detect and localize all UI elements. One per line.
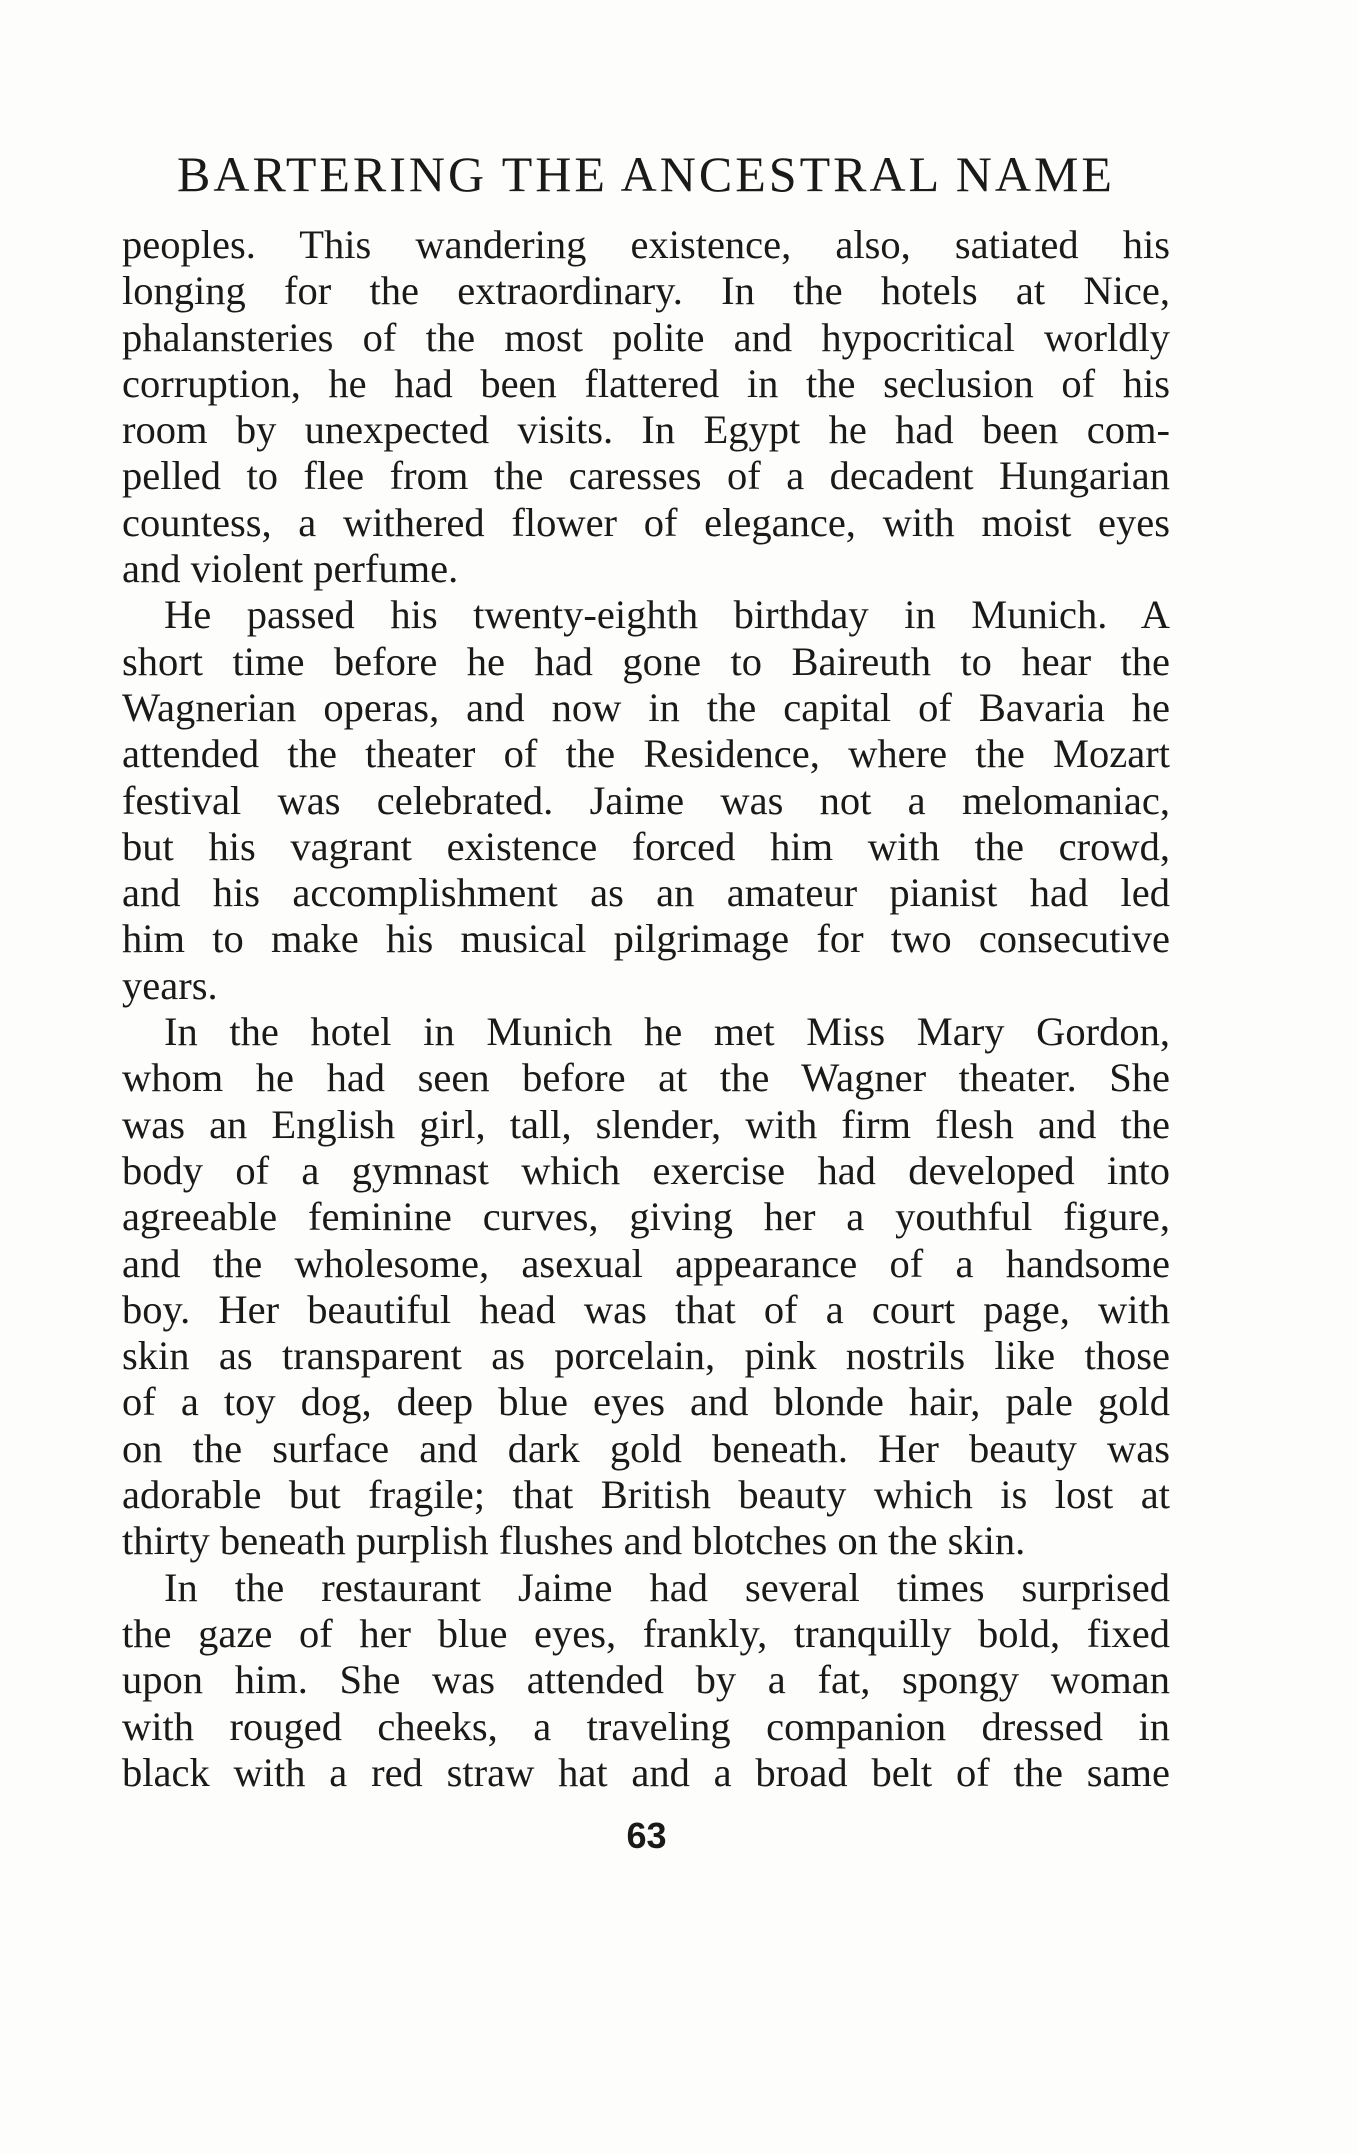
text-line: In the hotel in Munich he met Miss Mary Gordon, — [164, 1009, 1170, 1055]
running-head: BARTERING THE ANCESTRAL NAME — [177, 146, 1115, 202]
text-line: room by unexpected visits. In Egypt he had been com- — [122, 407, 1170, 453]
text-line: attended the theater of the Residence, where the Mozart — [122, 731, 1170, 777]
text-line: thirty beneath purplish flushes and blotches on the skin. — [122, 1518, 1026, 1564]
text-line: peoples. This wandering existence, also, satiated his — [122, 222, 1170, 267]
text-line: countess, a withered flower of elegance, with moist eyes — [122, 499, 1170, 545]
text-line: him to make his musical pilgrimage for two consecutive — [122, 916, 1170, 962]
text-line: festival was celebrated. Jaime was not a melomaniac, — [122, 777, 1170, 823]
text-line: He passed his twenty-eighth birthday in Munich. A — [164, 592, 1170, 638]
text-line: years. — [122, 962, 218, 1008]
text-line: black with a red straw hat and a broad belt of the same — [122, 1749, 1170, 1795]
body-text — [122, 222, 1170, 1796]
text-line: and his accomplishment as an amateur pianist had led — [122, 870, 1170, 916]
text-line: Wagnerian operas, and now in the capital of Bavaria he — [122, 684, 1170, 730]
text-line: body of a gymnast which exercise had developed into — [122, 1147, 1170, 1193]
text-line: the gaze of her blue eyes, frankly, tranquilly bold, fixed — [122, 1610, 1170, 1656]
text-line: upon him. She was attended by a fat, spongy woman — [122, 1657, 1170, 1703]
text-line: and violent perfume. — [122, 546, 459, 592]
text-line: adorable but fragile; that British beauty which is lost at — [122, 1472, 1170, 1518]
text-line: was an English girl, tall, slender, with firm flesh and the — [122, 1101, 1170, 1147]
text-line: but his vagrant existence forced him with the crowd, — [122, 823, 1170, 869]
text-line: corruption, he had been flattered in the seclusion of his — [122, 360, 1170, 406]
text-line: with rouged cheeks, a traveling companion dressed in — [122, 1703, 1170, 1749]
text-line: phalansteries of the most polite and hypocritical worldly — [122, 314, 1170, 360]
text-line: short time before he had gone to Baireuth to hear the — [122, 638, 1170, 684]
text-line: boy. Her beautiful head was that of a court page, with — [122, 1286, 1170, 1332]
text-line: agreeable feminine curves, giving her a youthful figure, — [122, 1194, 1170, 1240]
text-line: longing for the extraordinary. In the hotels at Nice, — [122, 268, 1170, 314]
text-line: of a toy dog, deep blue eyes and blonde hair, pale gold — [122, 1379, 1170, 1425]
text-line: and the wholesome, asexual appearance of a handsome — [122, 1240, 1170, 1286]
text-line: In the restaurant Jaime had several times surprised — [164, 1564, 1170, 1610]
text-line: on the surface and dark gold beneath. Her beauty was — [122, 1425, 1170, 1471]
text-line: pelled to flee from the caresses of a decadent Hungarian — [122, 453, 1170, 499]
text-line: skin as transparent as porcelain, pink nostrils like those — [122, 1333, 1170, 1379]
text-line: whom he had seen before at the Wagner theater. She — [122, 1055, 1170, 1101]
page-number: 63 — [626, 1815, 667, 1856]
